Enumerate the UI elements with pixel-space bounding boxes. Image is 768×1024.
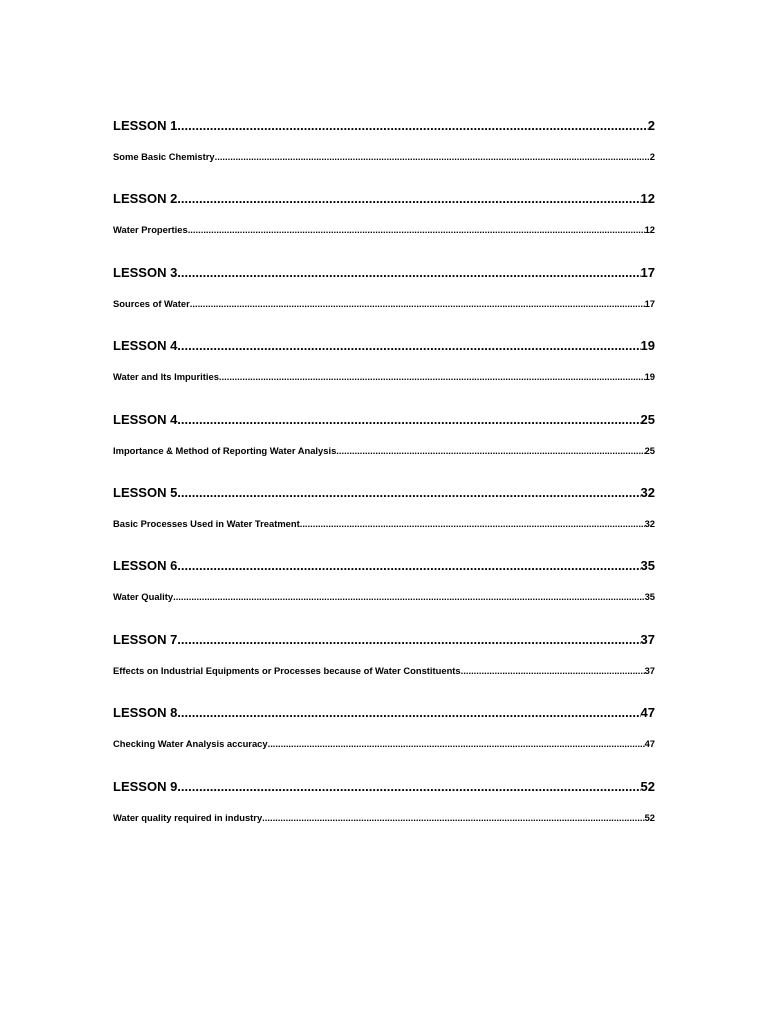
lesson-heading-link[interactable]	[113, 702, 655, 724]
topic-link[interactable]	[113, 296, 655, 312]
topic-page-number: 17	[644, 297, 655, 309]
dot-leader	[215, 149, 650, 165]
toc-entry	[113, 482, 655, 555]
lesson-heading-link[interactable]	[113, 482, 655, 504]
lesson-page-number: 19	[640, 338, 655, 354]
lesson-heading-link[interactable]	[113, 188, 655, 210]
lesson-title: LESSON 1	[113, 118, 178, 133]
lesson-page-number: 37	[640, 631, 655, 647]
dot-leader	[177, 629, 640, 651]
topic-title: Importance & Method of Reporting Water Analysis	[113, 444, 337, 456]
dot-leader	[177, 335, 640, 357]
dot-leader	[177, 555, 640, 577]
dot-leader	[268, 736, 645, 752]
topic-link[interactable]	[113, 222, 655, 238]
topic-page-number: 47	[644, 738, 655, 750]
lesson-title: LESSON 2	[113, 191, 178, 207]
lesson-page-number: 12	[640, 191, 655, 207]
dot-leader	[177, 776, 640, 798]
toc-entry	[113, 335, 655, 408]
dot-leader	[219, 369, 645, 385]
lesson-title: LESSON 5	[113, 484, 178, 500]
dot-leader	[300, 516, 645, 532]
toc-entry	[113, 555, 655, 628]
lesson-page-number: 35	[640, 558, 655, 574]
lesson-page-number: 17	[640, 264, 655, 280]
topic-page-number: 32	[644, 517, 655, 529]
lesson-title: LESSON 6	[113, 558, 178, 574]
dot-leader	[177, 262, 640, 284]
dot-leader	[461, 663, 645, 679]
dot-leader	[173, 589, 644, 605]
topic-link[interactable]	[113, 443, 655, 459]
topic-title: Checking Water Analysis accuracy	[113, 738, 268, 750]
topic-link[interactable]	[113, 149, 655, 165]
lesson-heading-link[interactable]	[113, 776, 655, 798]
lesson-title: LESSON 3	[113, 264, 178, 280]
lesson-page-number: 47	[640, 705, 655, 721]
toc-entry	[113, 188, 655, 261]
topic-page-number: 25	[644, 444, 655, 456]
dot-leader	[177, 409, 640, 431]
topic-page-number: 37	[644, 664, 655, 676]
lesson-page-number: 32	[640, 484, 655, 500]
dot-leader	[177, 115, 647, 137]
lesson-heading-link[interactable]	[113, 335, 655, 357]
lesson-title: LESSON 4	[113, 338, 178, 354]
topic-link[interactable]	[113, 589, 655, 605]
dot-leader	[190, 296, 645, 312]
dot-leader	[177, 702, 640, 724]
topic-link[interactable]	[113, 516, 655, 532]
toc-entry	[113, 262, 655, 335]
lesson-title: LESSON 8	[113, 705, 178, 721]
dot-leader	[188, 222, 645, 238]
topic-title: Water quality required in industry	[113, 811, 263, 823]
lesson-page-number: 2	[647, 118, 655, 133]
topic-title: Water Quality	[113, 591, 174, 603]
topic-link[interactable]	[113, 736, 655, 752]
toc-entry	[113, 629, 655, 702]
lesson-page-number: 25	[640, 411, 655, 427]
topic-title: Water and Its Impurities	[113, 371, 219, 383]
topic-link[interactable]	[113, 369, 655, 385]
topic-title: Water Properties	[113, 224, 188, 236]
toc-entry	[113, 409, 655, 482]
topic-title: Sources of Water	[113, 297, 190, 309]
topic-page-number: 2	[649, 151, 655, 162]
lesson-heading-link[interactable]	[113, 409, 655, 431]
topic-title: Effects on Industrial Equipments or Processes because of Water Constituents	[113, 664, 461, 676]
topic-page-number: 19	[644, 371, 655, 383]
dot-leader	[177, 482, 640, 504]
dot-leader	[262, 810, 644, 826]
lesson-heading-link[interactable]	[113, 262, 655, 284]
topic-link[interactable]	[113, 663, 655, 679]
topic-page-number: 52	[644, 811, 655, 823]
lesson-heading-link[interactable]	[113, 115, 655, 137]
toc-entry	[113, 115, 655, 188]
topic-page-number: 12	[644, 224, 655, 236]
lesson-title: LESSON 7	[113, 631, 178, 647]
topic-title: Some Basic Chemistry	[113, 151, 215, 162]
topic-title: Basic Processes Used in Water Treatment	[113, 517, 300, 529]
dot-leader	[177, 188, 640, 210]
toc-entry	[113, 776, 655, 849]
lesson-title: LESSON 9	[113, 778, 178, 794]
lesson-title: LESSON 4	[113, 411, 178, 427]
lesson-heading-link[interactable]	[113, 629, 655, 651]
toc-entry	[113, 702, 655, 775]
dot-leader	[336, 443, 644, 459]
table-of-contents	[113, 115, 655, 849]
topic-page-number: 35	[644, 591, 655, 603]
topic-link[interactable]	[113, 810, 655, 826]
lesson-page-number: 52	[640, 778, 655, 794]
lesson-heading-link[interactable]	[113, 555, 655, 577]
